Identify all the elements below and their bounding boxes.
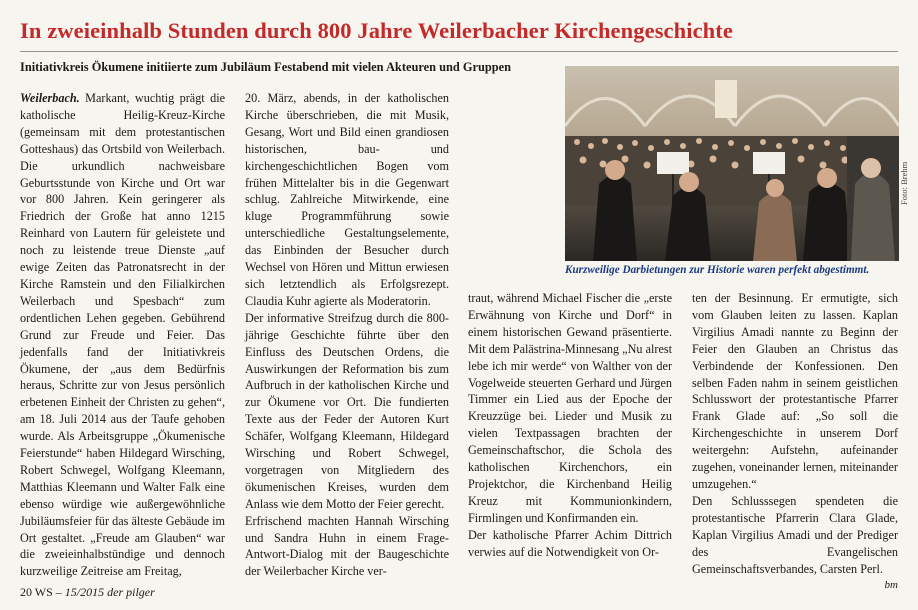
article-column-4 <box>692 290 898 594</box>
column-2-paragraph-3: Erfrischend machten Hannah Wirsching und Sandra Huhn in einem Frage-Antwort-Dialog mit der Baugeschichte der Weilerbacher Kirche ver- <box>245 513 449 579</box>
page-footer <box>20 585 620 600</box>
concert-photo-illustration <box>565 66 899 261</box>
photo-credit: Foto: Brehm <box>899 161 909 205</box>
author-signature: bm <box>884 579 898 592</box>
photo-caption: Kurzweilige Darbietungen zur Historie waren perfekt abgestimmt. <box>565 264 870 276</box>
column-4-paragraph-1: ten der Besinnung. Er ermutigte, sich vom Glauben leiten zu lassen. Kaplan Virgilius Amadi nannte zu Beginn der Feier den Glauben an Christus das Verbindende der Konfessionen. Den selben Faden nahm in seinem geistlichen Schlusswort der protestantische Pfarrer Frank Glade auf: „So soll die Kirchengeschichte in unserem Dorf weitergehn: Aufstehn, aufeinander zugehen, voneinander lernen, miteinander umzugehen.“ <box>692 291 898 491</box>
column-2-paragraph-1: 20. März, abends, in der katholischen Kirche überschrieben, die mit Musik, Gesang, Wort und Bild einen grandiosen historischen, bau- und kirchengeschichtlichen Bogen vom frühen Mittelalter bis in die Gegenwart schlug. Zahlreiche Mitwirkende, eine kluge Programmführung sowie unterschiedliche Gestaltungselemente, das Einbinden der Besucher durch Wechsel von Hören und Mittun erwiesen sich letztendlich als Erfolgsrezept. Claudia Kuhr agierte als Moderatorin. <box>245 91 449 308</box>
headline: In zweieinhalb Stunden durch 800 Jahre Weilerbacher Kirchengeschichte <box>20 18 733 43</box>
article-column-1 <box>20 90 225 580</box>
column-1-text: Markant, wuchtig prägt die katholische Heilig-Kreuz-Kirche (gemeinsam mit dem protestantischen Gotteshaus) das Ortsbild von Weilerbach. Die urkundlich nachweisbare Geburtsstunde von Kirche und Ort war vor 800 Jahren. Kein geringerer als Friedrich der Große hat anno 1215 Reinhard von Lautern für geleistete und noch zu leistende treue Dienste „auf ewige Zeiten das Patronatsrecht in der Kirche Ramstein und den Filialkirchen Weilerbach und Spesbach“ zum ordentlichen Lehen gegeben. Gebührend Grund zur Freude und Feier. Das jedenfalls fand der Initiativkreis Ökumene, der „aus dem Bedürfnis heraus, Schritte zur von Jesus persönlich erbetenen Einheit der Christen zu gehen“, am 18. Juli 2014 aus der Taufe gehoben wurde. Als Arbeitsgruppe „Ökumenische Feierstunde“ haben Hildegard Wirsching, Robert Schwegel, Wolfgang Kleemann, Matthias Kleemann und Walter Falk eine ebenso würdige wie außergewöhnliche Jubiläumsfeier für das älteste Gebäude im Ort gestaltet. „Freude am Glauben“ war die zweieinhalbstündige und dennoch kurzweilige Zeitreise am Freitag, <box>20 91 226 579</box>
concert-photo <box>565 66 899 261</box>
subheadline: Initiativkreis Ökumene initiierte zum Jubiläum Festabend mit vielen Akteuren und Gruppen <box>20 60 512 74</box>
article-column-2 <box>245 90 449 580</box>
column-3-paragraph-2: Der katholische Pfarrer Achim Dittrich verwies auf die Notwendigkeit von Or- <box>468 527 672 559</box>
column-4-paragraph-2: Den Schlusssegen spendeten die protestantische Pfarrerin Clara Glade, Kaplan Virgilius Amadi und der Prediger des Evangelischen Gemeinschaftsverbandes, Carsten Perl. <box>692 493 898 576</box>
column-3-paragraph-1: traut, während Michael Fischer die „erste Erwähnung von Kirche und Dorf“ in einem historischen Gewand präsentierte. Mit dem Palästrina-Minnesang „Nu alrest lebe ich mir werde“ von Walther von der Vogelweide steuerten Gerhard und Jürgen Timmer ein Lied aus der Epoche der Kreuzzüge bei. Lieder und Musik zu vielen Textpassagen brachten der Gemeinschaftschor, die Schola des katholischen Kirchenchors, ein Projektchor, die Kirchenband Heilig Kreuz mit Kommunionkindern, Firmlingen und Konfirmanden ein. <box>468 291 672 525</box>
publication-issue: 15/2015 der pilger <box>64 585 155 599</box>
article-column-3 <box>468 290 672 561</box>
headline-rule <box>20 51 898 52</box>
column-2-paragraph-2: Der informative Streifzug durch die 800-jährige Geschichte führte über den Einfluss des Deutschen Ordens, die Auswirkungen der Reformation bis zum Aufbruch in der katholischen Kirche und zur Ökumene vor Ort. Die fundierten Texte aus der Feder der Autoren Kurt Schäfer, Wolfgang Kleemann, Hildegard Wirsching und Robert Schwegel, vorgetragen von Mitgliedern des ökumenischen Kreises, wurden dem Anlass wie dem Motto der Feier gerecht. <box>245 310 449 511</box>
dateline: Weilerbach. <box>20 91 80 105</box>
page-number: 20 WS – <box>20 585 62 599</box>
